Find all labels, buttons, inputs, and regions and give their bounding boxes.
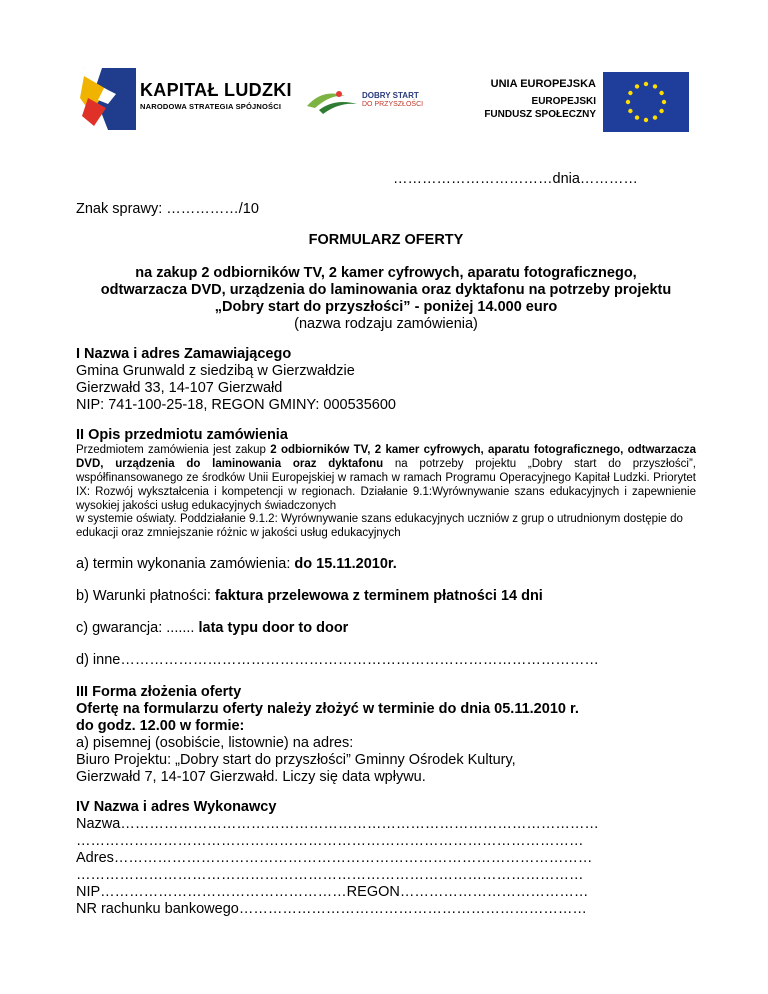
- kapital-ludzki-subtitle: NARODOWA STRATEGIA SPÓJNOŚCI: [140, 102, 282, 111]
- section1-line2: Gierzwałd 33, 14-107 Gierzwałd: [76, 380, 283, 396]
- subject-note: (nazwa rodzaju zamówienia): [294, 316, 478, 332]
- contractor-bank-account-field[interactable]: NR rachunku bankowego………………………………………………………………: [76, 901, 587, 917]
- contractor-address-continued[interactable]: ……………………………………………………………………………………………: [76, 867, 584, 883]
- term-c: [76, 620, 348, 637]
- contractor-address-field[interactable]: Adres………………………………………………………………………………………: [76, 850, 593, 866]
- eu-flag-icon: [603, 72, 689, 132]
- dobry-start-line1: DOBRY START: [362, 91, 419, 100]
- section4-heading: IV Nazwa i adres Wykonawcy: [76, 799, 277, 815]
- date-line: ……………………………dnia…………: [393, 171, 638, 187]
- kapital-ludzki-title: KAPITAŁ LUDZKI: [140, 80, 292, 100]
- section3-line3: Gierzwałd 7, 14-107 Gierzwałd. Liczy się data wpływu.: [76, 769, 426, 785]
- section2-p1-bold: 2 odbiorników TV, 2 kamer cyfrowych, aparatu fotograficznego, odtwarzacza DVD, urządzenia do laminowania oraz dyktafonu: [76, 444, 696, 470]
- section3-time: do godz. 12.00 w formie:: [76, 718, 245, 734]
- section2-p1-start: Przedmiotem zamówienia jest zakup: [76, 444, 271, 456]
- section2-paragraph2: w systemie oświaty. Poddziałanie 9.1.2: Wyrównywanie szans edukacyjnych uczniów z grup o utrudnionym dostępie do edukacji oraz zmniejszanie różnic w jakości usług edukacyjnych: [76, 513, 683, 539]
- dobry-start-logo-icon: [305, 84, 361, 116]
- section2-paragraph1: [76, 443, 696, 513]
- term-c-value: lata typu door to door: [198, 620, 349, 636]
- contractor-name-continued[interactable]: ……………………………………………………………………………………………: [76, 833, 584, 849]
- section1-line3: NIP: 741-100-25-18, REGON GMINY: 000535600: [76, 397, 396, 413]
- term-b-value: faktura przelewowa z terminem płatności 14 dni: [214, 588, 543, 604]
- logo-header: [0, 58, 768, 148]
- contractor-nip-regon-field[interactable]: NIP……………………………………………REGON…………………………………: [76, 884, 589, 900]
- term-a-label: a) termin wykonania zamówienia:: [76, 556, 295, 572]
- term-b-label: b) Warunki płatności:: [76, 588, 215, 604]
- section2-heading: II Opis przedmiotu zamówienia: [76, 427, 288, 443]
- subject-line2: odtwarzacza DVD, urządzenia do laminowania oraz dyktafonu na potrzeby projektu: [100, 282, 672, 298]
- ue-title: UNIA EUROPEJSKA: [490, 78, 596, 90]
- contractor-name-field[interactable]: Nazwa………………………………………………………………………………………: [76, 816, 599, 832]
- term-d[interactable]: d) inne………………………………………………………………………………………: [76, 652, 599, 668]
- section1-line1: Gmina Grunwald z siedzibą w Gierzwałdzie: [76, 363, 355, 379]
- dobry-start-line2: DO PRZYSZŁOŚCI: [362, 101, 424, 108]
- section1-heading: I Nazwa i adres Zamawiającego: [76, 346, 292, 362]
- section2-p1-end: na potrzeby projektu „Dobry start do przyszłości”, współfinansowanego ze środków Unii Europejskiej w ramach w ramach Programu Operacyjnego Kapitał Ludzki. Priorytet IX: Rozwój wykształcenia i kompetencji w regionach. Działanie 9.1:Wyrównywanie szans edukacyjnych i zapewnienie wysokiej jakości usług edukacyjnych świadczonych: [76, 458, 696, 512]
- section3-deadline: Ofertę na formularzu oferty należy złożyć w terminie do dnia 05.11.2010 r.: [76, 701, 579, 717]
- section3-heading: III Forma złożenia oferty: [76, 684, 242, 700]
- form-title: FORMULARZ OFERTY: [308, 232, 464, 248]
- section3-line1: a) pisemnej (osobiście, listownie) na adres:: [76, 735, 354, 751]
- case-number: Znak sprawy: ……………/10: [76, 201, 259, 217]
- term-c-label: c) gwarancja: .......: [76, 620, 199, 636]
- subject-line3: „Dobry start do przyszłości” - poniżej 14.000 euro: [214, 299, 558, 315]
- section3-line2: Biuro Projektu: „Dobry start do przyszłości” Gminny Ośrodek Kultury,: [76, 752, 516, 768]
- ue-fund-line1: EUROPEJSKI: [531, 96, 596, 107]
- subject-line1: na zakup 2 odbiorników TV, 2 kamer cyfrowych, aparatu fotograficznego,: [135, 265, 637, 281]
- term-a-value: do 15.11.2010r.: [294, 556, 397, 572]
- kapital-ludzki-logo-icon: [80, 68, 136, 130]
- term-b: [76, 588, 543, 605]
- term-a: [76, 556, 397, 573]
- ue-fund-line2: FUNDUSZ SPOŁECZNY: [484, 109, 596, 120]
